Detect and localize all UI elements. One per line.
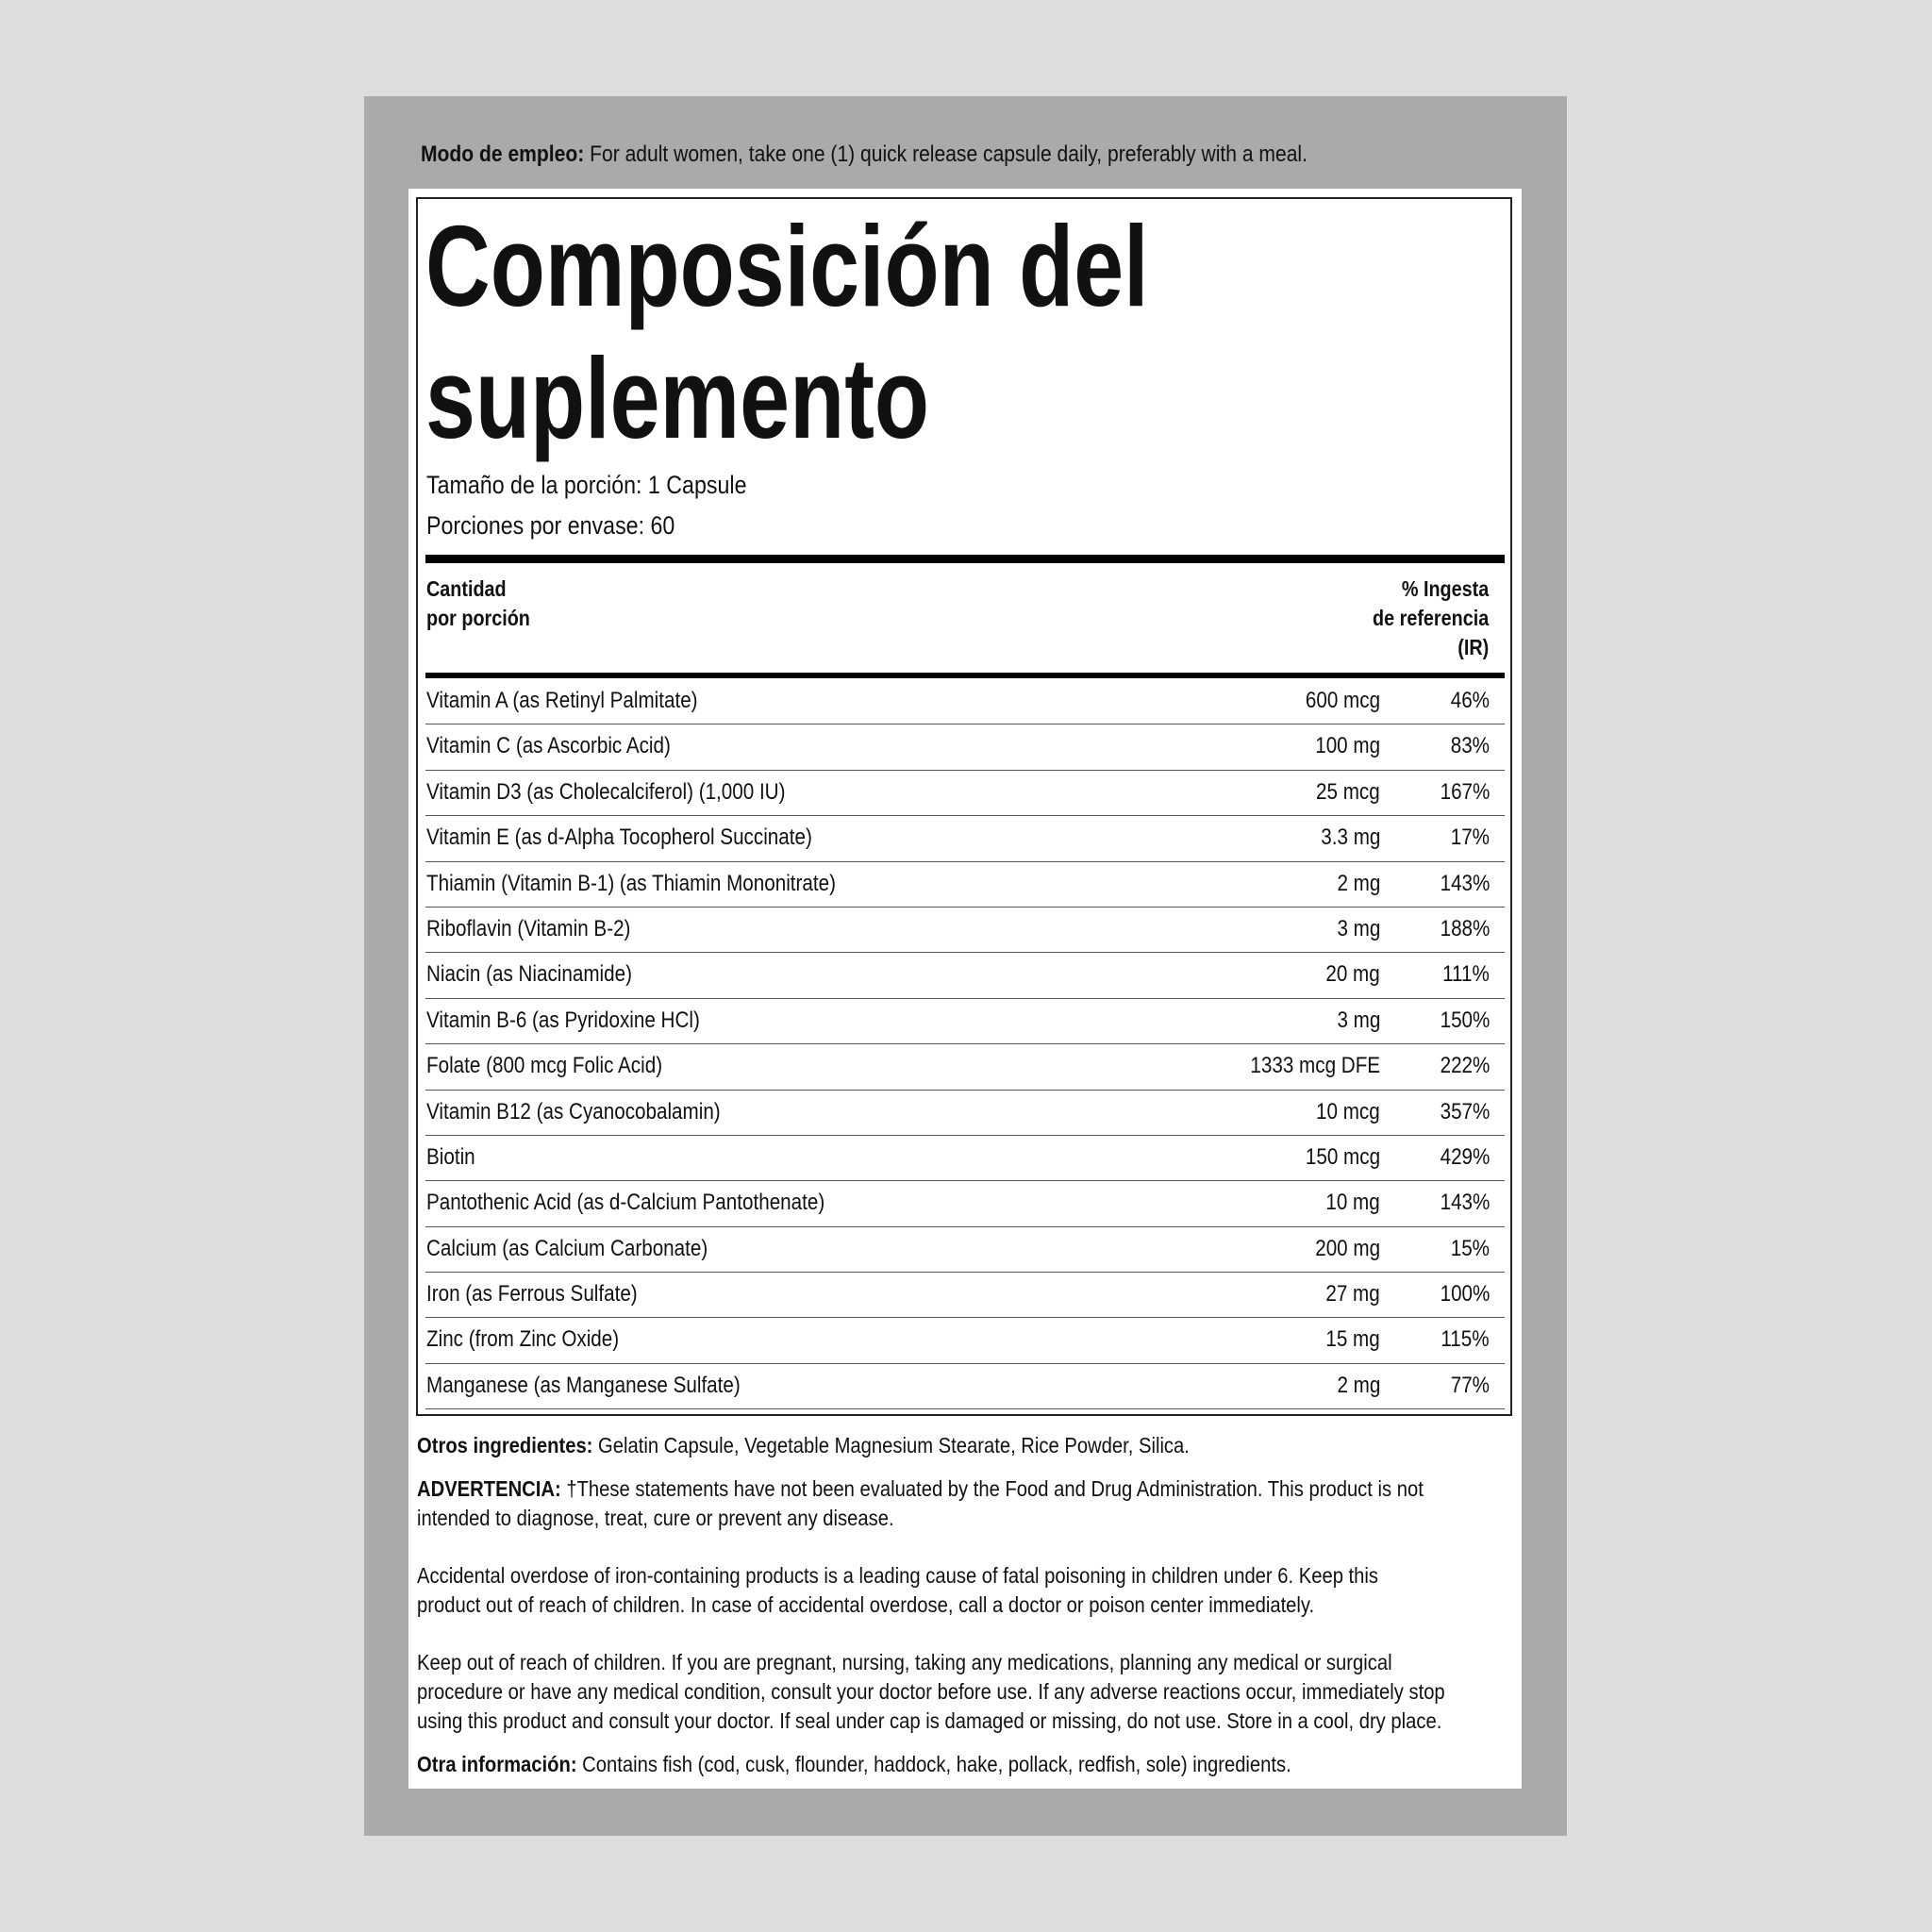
other-information (417, 1750, 1553, 1779)
other-information-text: Contains fish (cod, cusk, flounder, haddock, hake, pollack, redfish, sole) ingredients. (582, 1752, 1291, 1776)
nutrient-name: Folate (800 mcg Folic Acid) (426, 1053, 663, 1079)
nutrient-amount: 100 mg (1315, 733, 1380, 759)
table-row (425, 771, 1505, 816)
nutrient-amount: 20 mg (1325, 961, 1380, 988)
other-ingredients-label: Otros ingredientes: (417, 1433, 593, 1457)
table-row (425, 679, 1505, 724)
table-row (425, 862, 1505, 908)
general-warning (417, 1648, 1553, 1736)
nutrient-percent: 77% (1450, 1372, 1490, 1398)
nutrient-name: Vitamin B12 (as Cyanocobalamin) (426, 1098, 721, 1124)
table-row (425, 1227, 1505, 1273)
nutrient-name: Calcium (as Calcium Carbonate) (426, 1235, 708, 1261)
nutrient-amount: 2 mg (1337, 1372, 1380, 1398)
nutrient-amount: 600 mcg (1305, 688, 1380, 713)
table-row (425, 1181, 1505, 1226)
supplement-facts-title (425, 200, 1149, 464)
general-warning-line-3: using this product and consult your doctor. If seal under cap is damaged or missing, do not use. Store in a cool, dry place. (417, 1708, 1442, 1733)
nutrient-name: Vitamin B-6 (as Pyridoxine HCl) (426, 1007, 700, 1033)
nutrient-percent: 429% (1440, 1143, 1490, 1170)
nutrient-amount: 3.3 mg (1320, 824, 1380, 851)
serving-size: Tamaño de la porción: 1 Capsule (426, 471, 747, 499)
warning-line-2: intended to diagnose, treat, cure or prevent any disease. (417, 1506, 894, 1530)
table-row (425, 953, 1505, 998)
nutrient-name: Vitamin A (as Retinyl Palmitate) (426, 688, 698, 713)
nutrient-name: Vitamin C (as Ascorbic Acid) (426, 733, 671, 759)
nutrient-amount: 1333 mcg DFE (1250, 1053, 1380, 1079)
nutrient-name: Niacin (as Niacinamide) (426, 961, 632, 988)
warning-label: ADVERTENCIA: (417, 1476, 561, 1501)
directions-text: For adult women, take one (1) quick release capsule daily, preferably with a meal. (590, 142, 1307, 167)
header-right-line-2: de referencia (1372, 606, 1489, 630)
other-information-label: Otra información: (417, 1752, 577, 1776)
directions-line (421, 142, 1362, 168)
nutrient-name: Iron (as Ferrous Sulfate) (426, 1281, 638, 1307)
nutrient-name: Vitamin E (as d-Alpha Tocopherol Succinate) (426, 824, 812, 851)
table-row (425, 908, 1505, 953)
table-row (425, 1044, 1505, 1090)
nutrient-amount: 10 mg (1325, 1190, 1380, 1216)
warning-line-1: †These statements have not been evaluated by the Food and Drug Administration. This product is not (566, 1476, 1424, 1501)
nutrient-percent: 115% (1441, 1326, 1490, 1353)
other-ingredients-text: Gelatin Capsule, Vegetable Magnesium Stearate, Rice Powder, Silica. (598, 1433, 1190, 1457)
nutrient-percent: 222% (1440, 1053, 1490, 1079)
nutrient-amount: 25 mcg (1316, 778, 1380, 805)
nutrient-name: Manganese (as Manganese Sulfate) (426, 1372, 741, 1398)
nutrient-percent: 111% (1442, 961, 1490, 988)
nutrient-percent: 143% (1440, 870, 1490, 896)
title-line-2: suplemento (425, 334, 930, 462)
iron-warning (417, 1561, 1553, 1620)
nutrient-amount: 3 mg (1337, 1007, 1380, 1033)
header-right-line-3: (IR) (1457, 635, 1489, 659)
nutrient-amount: 150 mcg (1305, 1143, 1380, 1170)
nutrient-amount: 200 mg (1315, 1235, 1380, 1261)
nutrient-percent: 46% (1450, 688, 1490, 713)
nutrient-percent: 17% (1450, 824, 1490, 851)
nutrient-name: Riboflavin (Vitamin B-2) (426, 915, 631, 941)
header-left-line-2: por porción (426, 606, 530, 630)
thick-rule-header (425, 673, 1505, 678)
other-ingredients (417, 1431, 1553, 1460)
nutrient-amount: 2 mg (1337, 870, 1380, 896)
nutrient-percent: 15% (1450, 1235, 1490, 1261)
nutrient-name: Vitamin D3 (as Cholecalciferol) (1,000 IU) (426, 778, 786, 805)
iron-warning-line-1: Accidental overdose of iron-containing products is a leading cause of fatal poisoning in children under 6. Keep this (417, 1563, 1379, 1588)
nutrient-name: Zinc (from Zinc Oxide) (426, 1326, 620, 1353)
nutrient-percent: 150% (1440, 1007, 1490, 1033)
table-row (425, 1273, 1505, 1318)
general-warning-line-1: Keep out of reach of children. If you are pregnant, nursing, taking any medications, planning any medical or surgical (417, 1650, 1392, 1674)
general-warning-line-2: procedure or have any medical condition, consult your doctor before use. If any adverse reactions occur, immediately stop (417, 1679, 1445, 1704)
servings-per-container: Porciones por envase: 60 (426, 511, 675, 540)
table-row (425, 816, 1505, 861)
nutrient-percent: 167% (1440, 778, 1490, 805)
nutrient-percent: 83% (1450, 733, 1490, 759)
nutrient-percent: 143% (1440, 1190, 1490, 1216)
nutrient-percent: 357% (1440, 1098, 1490, 1124)
table-row (425, 1364, 1505, 1409)
header-left-line-1: Cantidad (426, 576, 507, 601)
nutrient-percent: 188% (1440, 915, 1490, 941)
nutrient-amount: 15 mg (1325, 1326, 1380, 1353)
table-row (425, 1091, 1505, 1136)
nutrient-amount: 10 mcg (1316, 1098, 1380, 1124)
amount-per-serving-header (426, 575, 530, 633)
nutrient-table (425, 679, 1505, 1409)
header-right-line-1: % Ingesta (1401, 576, 1489, 601)
nutrient-name: Thiamin (Vitamin B-1) (as Thiamin Mononitrate) (426, 870, 836, 896)
thick-rule-top (425, 555, 1505, 563)
title-line-1: Composición del (425, 202, 1149, 330)
nutrient-amount: 27 mg (1325, 1281, 1380, 1307)
nutrient-amount: 3 mg (1337, 915, 1380, 941)
table-row (425, 1318, 1505, 1363)
reference-intake-header (1373, 575, 1489, 662)
table-row (425, 1136, 1505, 1181)
table-row (425, 724, 1505, 770)
warning-block (417, 1474, 1553, 1533)
iron-warning-line-2: product out of reach of children. In case of accidental overdose, call a doctor or poison center immediately. (417, 1592, 1315, 1617)
nutrient-name: Biotin (426, 1143, 475, 1170)
nutrient-name: Pantothenic Acid (as d-Calcium Pantothenate) (426, 1190, 825, 1216)
nutrient-percent: 100% (1440, 1281, 1490, 1307)
directions-label: Modo de empleo: (421, 142, 585, 167)
table-row (425, 999, 1505, 1044)
